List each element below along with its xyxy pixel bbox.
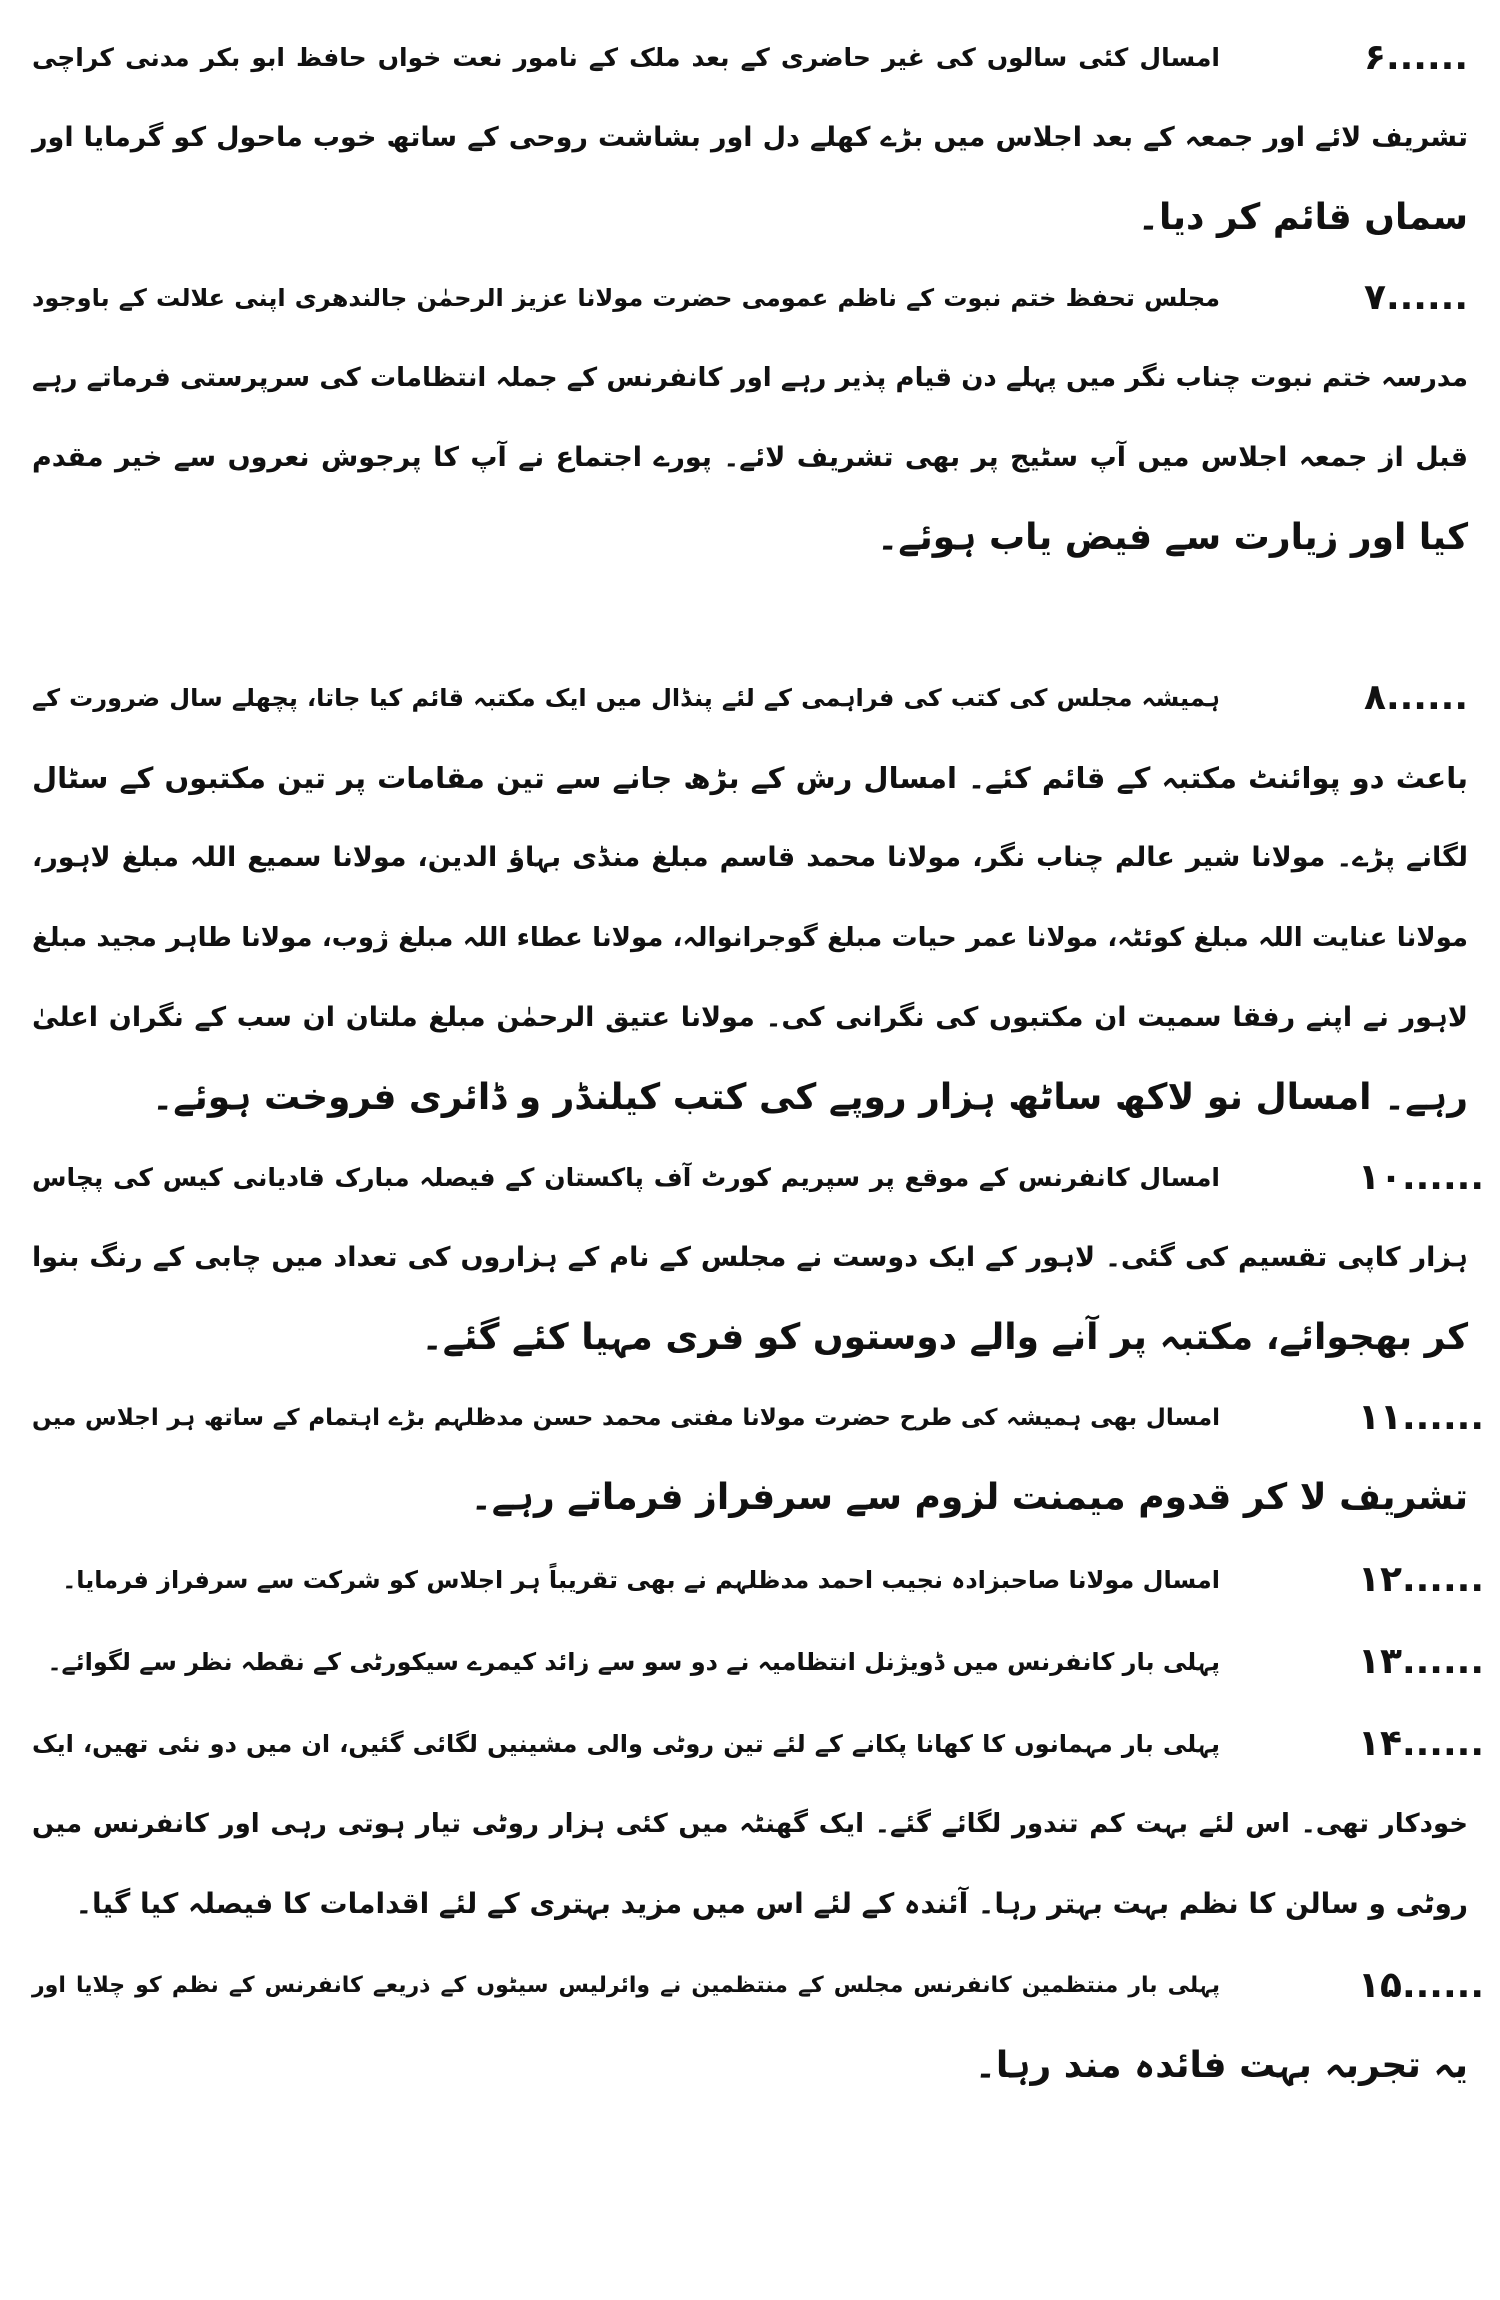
paragraph-line: خودکار تھی۔ اس لئے بہت کم تندور لگائے گئے۔ ایک گھنٹہ میں کئی ہزار روٹی تیار ہوتی رہی اور کانفرنس میں	[32, 1809, 1468, 1839]
item-number: ۱۳......	[1358, 1641, 1484, 1682]
paragraph-line: لاہور نے اپنے رفقا سمیت ان مکتبوں کی نگرانی کی۔ مولانا عتیق الرحمٰن مبلغ ملتان ان سب کے نگران اعلیٰ	[32, 1002, 1468, 1033]
paragraph-line: پہلی بار مہمانوں کا کھانا پکانے کے لئے تین روٹی والی مشینیں لگائی گئیں، ان میں دو نئی تھیں، ایک	[32, 1730, 1220, 1758]
paragraph-line: ہمیشہ مجلس کی کتب کی فراہمی کے لئے پنڈال میں ایک مکتبہ قائم کیا جاتا، پچھلے سال ضرورت کے	[32, 684, 1220, 712]
paragraph-line: مجلس تحفظ ختم نبوت کے ناظم عمومی حضرت مولانا عزیز الرحمٰن جالندھری اپنی علالت کے باوجود	[32, 284, 1220, 312]
item-number: ۱۲......	[1358, 1559, 1484, 1600]
paragraph-line: امسال مولانا صاحبزادہ نجیب احمد مدظلہم نے بھی تقریباً ہر اجلاس کو شرکت سے سرفراز فرمایا۔	[62, 1566, 1220, 1594]
paragraph-line: کیا اور زیارت سے فیض یاب ہوئے۔	[877, 517, 1468, 558]
paragraph-line: پہلی بار کانفرنس میں ڈویژنل انتظامیہ نے دو سو سے زائد کیمرے سیکورٹی کے نقطہ نظر سے لگوائے۔	[47, 1648, 1220, 1676]
paragraph-line: امسال بھی ہمیشہ کی طرح حضرت مولانا مفتی محمد حسن مدظلہم بڑے اہتمام کے ساتھ ہر اجلاس میں	[32, 1405, 1220, 1431]
paragraph-line: تشریف لائے اور جمعہ کے بعد اجلاس میں بڑے کھلے دل اور بشاشت روحی کے ساتھ خوب ماحول کو گرمایا اور	[32, 122, 1468, 153]
paragraph-line: سماں قائم کر دیا۔	[1137, 197, 1468, 238]
paragraph-line: مولانا عنایت اللہ مبلغ کوئٹہ، مولانا عمر حیات مبلغ گوجرانوالہ، مولانا عطاء اللہ مبلغ ژوب، مولانا طاہر مجید مبلغ	[32, 923, 1468, 953]
paragraph-line: قبل از جمعہ اجلاس میں آپ سٹیج پر بھی تشریف لائے۔ پورے اجتماع نے آپ کا پرجوش نعروں سے خیر مقدم	[32, 442, 1468, 473]
paragraph-line: تشریف لا کر قدوم میمنت لزوم سے سرفراز فرماتے رہے۔	[470, 1477, 1468, 1518]
paragraph-line: مدرسہ ختم نبوت چناب نگر میں پہلے دن قیام پذیر رہے اور کانفرنس کے جملہ انتظامات کی سرپرستی فرماتے رہے	[32, 363, 1468, 393]
paragraph-line: ہزار کاپی تقسیم کی گئی۔ لاہور کے ایک دوست نے مجلس کے نام کے ہزاروں کی تعداد میں چابی کے رنگ بنوا	[32, 1242, 1468, 1273]
item-number: ۱۴......	[1358, 1723, 1484, 1764]
item-number: ۷......	[1363, 277, 1468, 318]
paragraph-line: روٹی و سالن کا نظم بہت بہتر رہا۔ آئندہ کے لئے اس میں مزید بہتری کے لئے اقدامات کا فیصلہ کیا گیا۔	[75, 1887, 1468, 1920]
paragraph-line: پہلی بار منتظمین کانفرنس مجلس کے منتظمین نے وائرلیس سیٹوں کے ذریعے کانفرنس کے نظم کو چلایا اور	[32, 1973, 1220, 1998]
paragraph-line: امسال کانفرنس کے موقع پر سپریم کورٹ آف پاکستان کے فیصلہ مبارک قادیانی کیس کی پچاس	[32, 1163, 1220, 1192]
item-number: ۱۵......	[1358, 1965, 1484, 2006]
paragraph-line: لگانے پڑے۔ مولانا شیر عالم چناب نگر، مولانا محمد قاسم مبلغ منڈی بہاؤ الدین، مولانا سمیع اللہ مبلغ لاہور،	[32, 842, 1468, 873]
item-number: ۸......	[1363, 677, 1468, 718]
paragraph-line: رہے۔ امسال نو لاکھ ساٹھ ہزار روپے کی کتب کیلنڈر و ڈائری فروخت ہوئے۔	[152, 1077, 1468, 1118]
paragraph-line: کر بھجوائے، مکتبہ پر آنے والے دوستوں کو فری مہیا کئے گئے۔	[421, 1317, 1468, 1358]
item-number: ۱۱......	[1358, 1397, 1484, 1438]
paragraph-line: امسال کئی سالوں کی غیر حاضری کے بعد ملک کے نامور نعت خواں حافظ ابو بکر مدنی کراچی	[32, 43, 1220, 72]
paragraph-line: باعث دو پوائنٹ مکتبہ کے قائم کئے۔ امسال رش کے بڑھ جانے سے تین مقامات پر تین مکتبوں کے سٹال	[32, 761, 1468, 795]
paragraph-line: یہ تجربہ بہت فائدہ مند رہا۔	[974, 2045, 1468, 2086]
item-number: ۶......	[1363, 37, 1468, 78]
item-number: ۱۰......	[1358, 1157, 1484, 1198]
